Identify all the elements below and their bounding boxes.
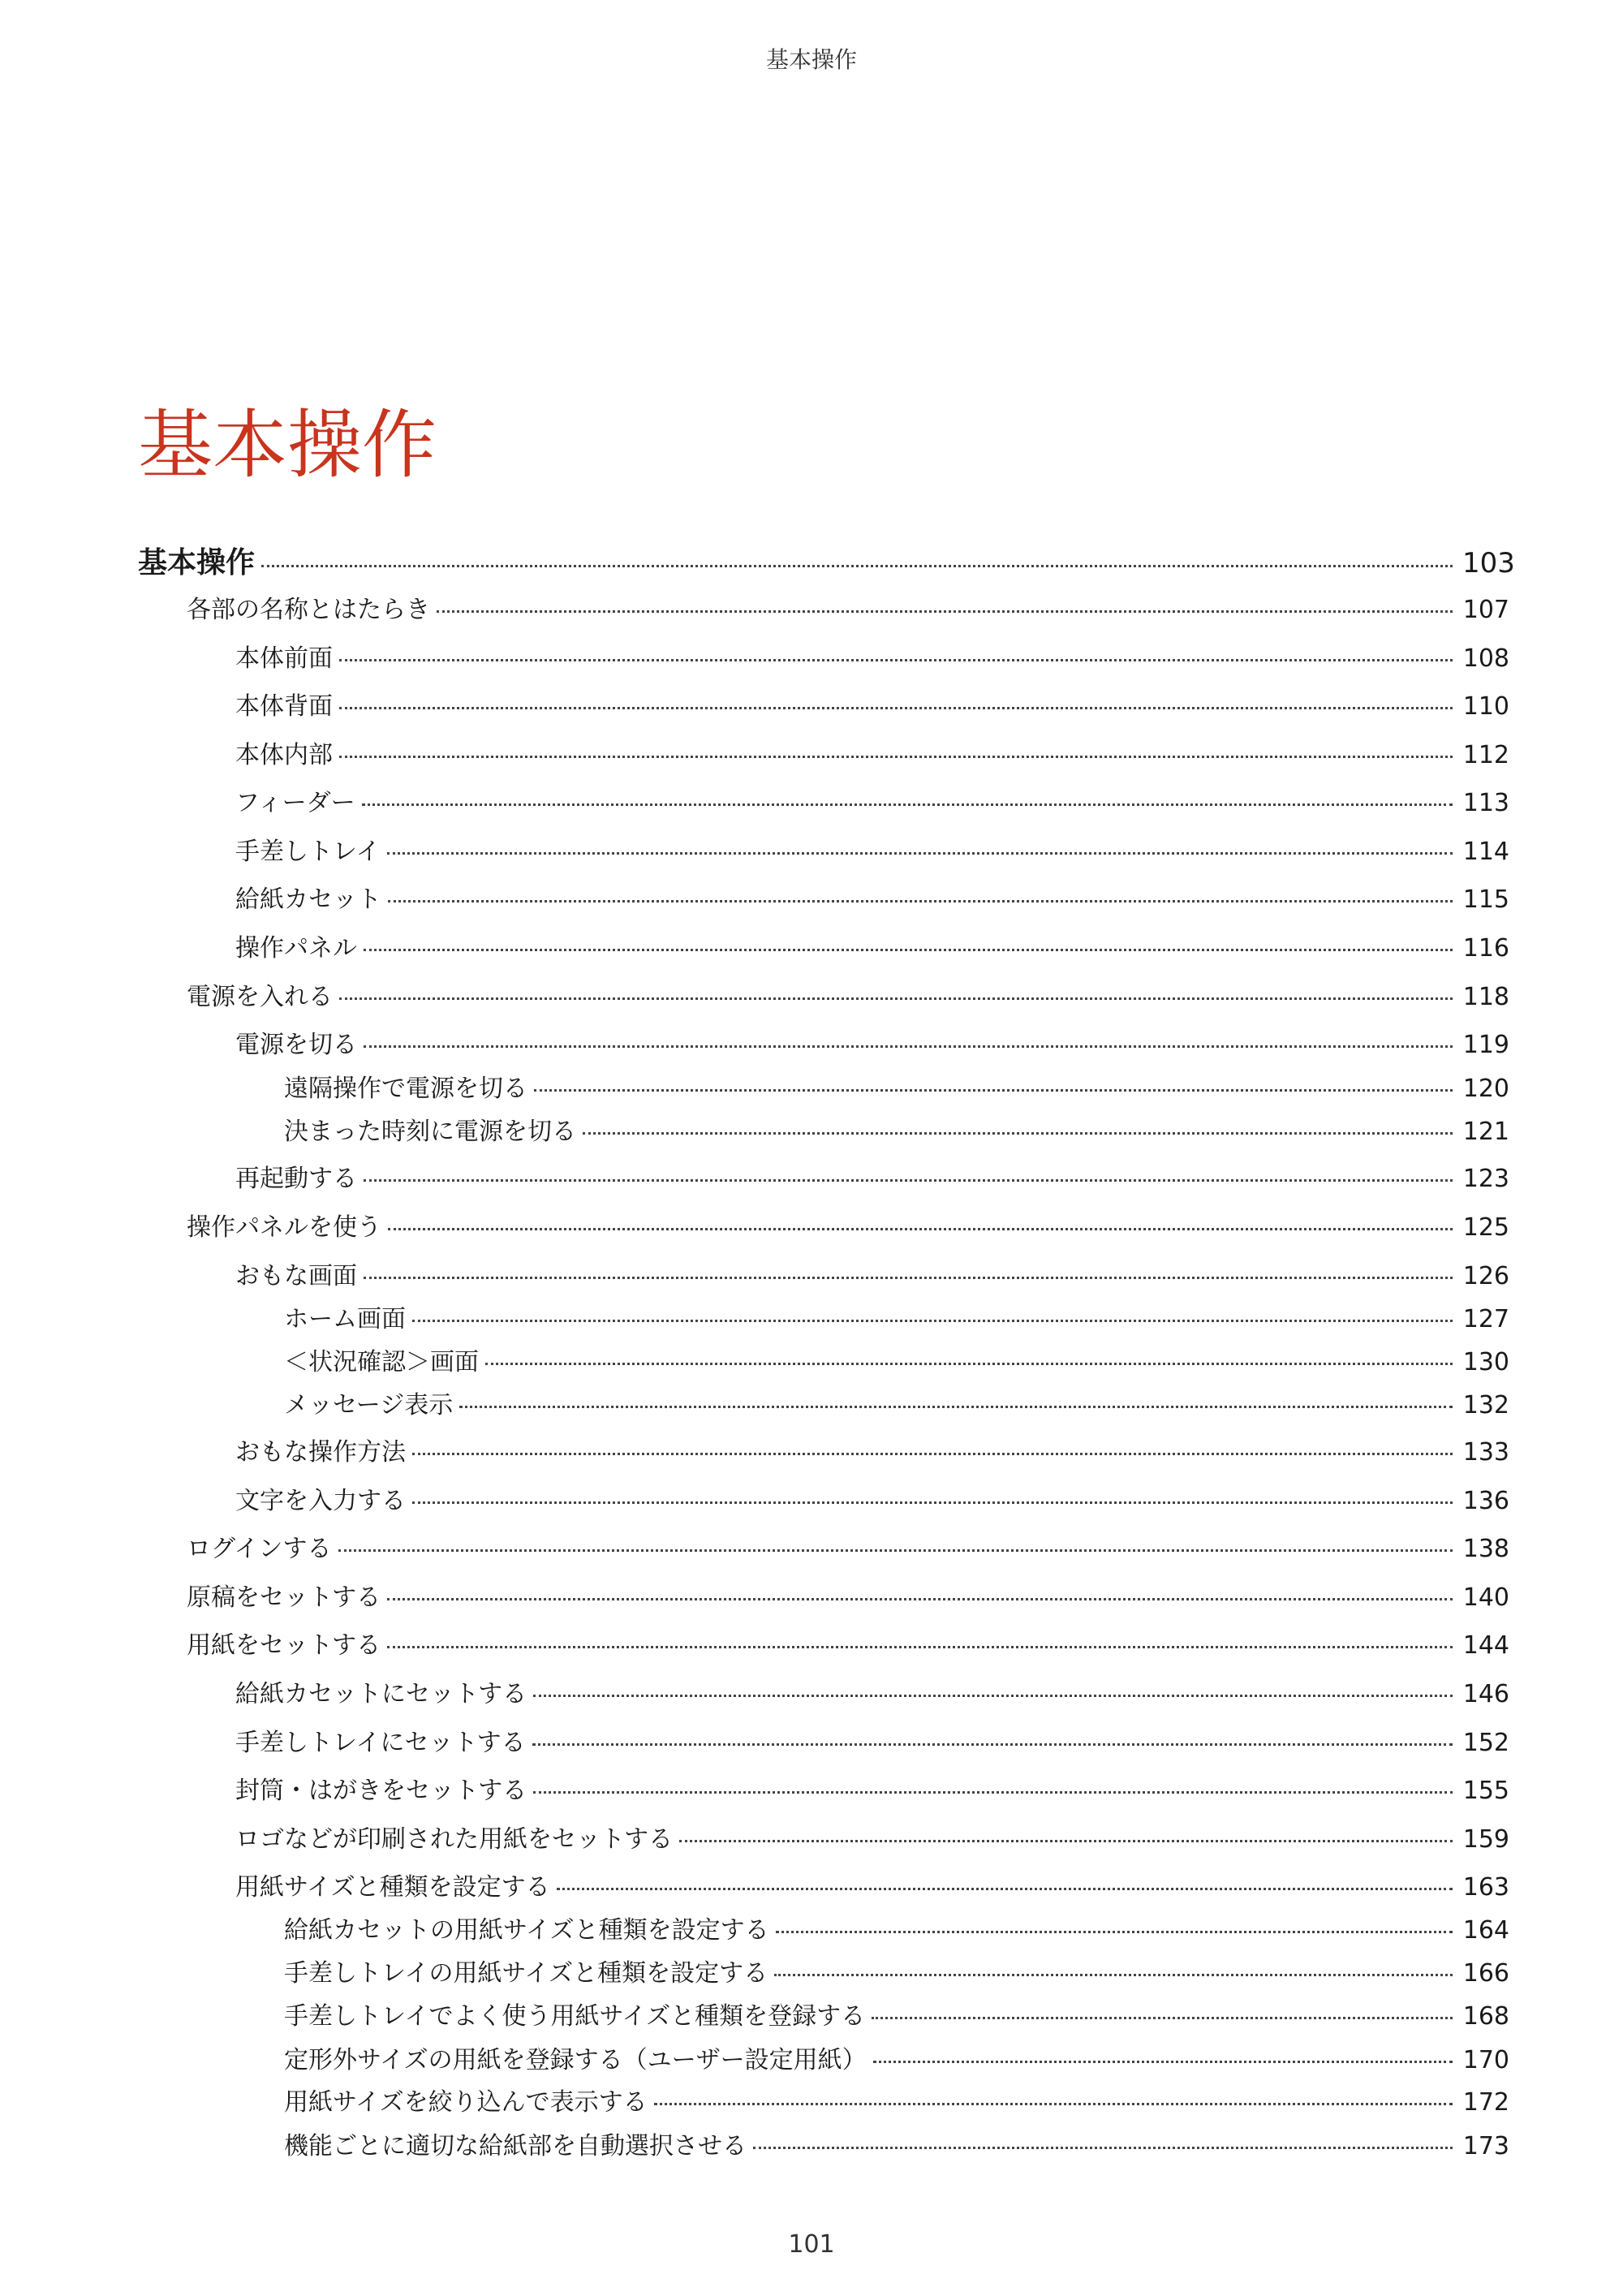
toc-entry-page: 115 (1462, 885, 1509, 914)
toc-entry[interactable] (235, 644, 1509, 674)
toc-entry-label: 給紙カセット (235, 885, 381, 914)
toc-entry-page: 119 (1462, 1031, 1509, 1059)
toc-entry[interactable] (187, 1583, 1509, 1613)
dot-leader (533, 1695, 1453, 1697)
toc-entry-label: 機能ごとに適切な給紙部を自動選択させる (284, 2132, 747, 2160)
dot-leader (872, 2017, 1453, 2019)
toc-entry-label: 給紙カセットにセットする (235, 1680, 527, 1708)
dot-leader (776, 1931, 1453, 1933)
toc-entry-label: 本体背面 (235, 692, 333, 721)
dot-leader (679, 1840, 1453, 1842)
dot-leader (339, 659, 1453, 661)
toc-entry-label: 文字を入力する (235, 1487, 406, 1515)
toc-entry-label: ロゴなどが印刷された用紙をセットする (235, 1825, 674, 1854)
dot-leader (387, 1598, 1453, 1600)
toc-entry-label: 手差しトレイの用紙サイズと種類を設定する (284, 1959, 768, 1988)
toc-entry-label: 決まった時刻に電源を切る (284, 1118, 576, 1146)
dot-leader (774, 1974, 1453, 1976)
toc-entry[interactable] (284, 2046, 1509, 2075)
dot-leader (364, 1277, 1453, 1279)
dot-leader (412, 1453, 1453, 1455)
dot-leader (532, 1743, 1453, 1746)
toc-entry[interactable] (235, 1165, 1509, 1194)
toc-entry-label: 操作パネル (235, 934, 357, 963)
toc-entry[interactable] (235, 1031, 1509, 1060)
toc-entry[interactable] (235, 934, 1509, 963)
dot-leader (412, 1320, 1453, 1322)
dot-leader (339, 756, 1453, 758)
toc-entry-page: 172 (1462, 2088, 1509, 2117)
toc-entry[interactable] (284, 1075, 1509, 1104)
dot-leader (387, 852, 1453, 855)
dot-leader (388, 900, 1453, 902)
toc-entry-label: 電源を切る (235, 1031, 357, 1059)
toc-entry-label: 封筒・はがきをセットする (235, 1777, 527, 1805)
toc-entry[interactable] (284, 1916, 1509, 1945)
page-number: 101 (788, 2230, 835, 2259)
dot-leader (387, 1646, 1453, 1648)
toc-entry-label: 本体前面 (235, 644, 333, 673)
running-header: 基本操作 (765, 46, 857, 73)
toc-entry[interactable] (187, 596, 1509, 625)
toc-entry-label: おもな画面 (235, 1262, 357, 1290)
toc-entry[interactable] (187, 1631, 1509, 1661)
toc-entry-page: 140 (1462, 1583, 1509, 1612)
toc-entry-page: 132 (1462, 1391, 1509, 1419)
toc-entry-label: おもな操作方法 (235, 1438, 406, 1467)
toc-entry-page: 168 (1462, 2002, 1509, 2031)
dot-leader (557, 1888, 1453, 1890)
toc-entry-page: 163 (1462, 1873, 1509, 1902)
toc-entry[interactable] (235, 1680, 1509, 1709)
toc-entry-page: 159 (1462, 1825, 1509, 1854)
toc-entry-label: 用紙サイズと種類を設定する (235, 1873, 550, 1902)
dot-leader (338, 1549, 1453, 1552)
toc-entry-label: フィーダー (235, 789, 355, 817)
toc-entry-page: 152 (1462, 1729, 1509, 1757)
toc-entry[interactable] (284, 1391, 1509, 1420)
toc-entry-label: 基本操作 (138, 546, 256, 579)
toc-entry[interactable] (235, 838, 1509, 867)
toc-entry-label: 給紙カセットの用紙サイズと種類を設定する (284, 1916, 769, 1945)
toc-entry[interactable] (235, 789, 1509, 818)
toc-entry-page: 133 (1462, 1438, 1509, 1467)
toc-entry[interactable] (284, 2002, 1509, 2031)
dot-leader (339, 707, 1453, 709)
dot-leader (364, 949, 1453, 951)
toc-entry-page: 120 (1462, 1075, 1509, 1103)
toc-entry-label: 原稿をセットする (187, 1583, 381, 1612)
toc-entry-page: 107 (1462, 596, 1509, 624)
toc-entry-page: 166 (1462, 1959, 1509, 1988)
toc-entry[interactable] (235, 1777, 1509, 1806)
toc-entry[interactable] (284, 1959, 1509, 1988)
toc-entry-page: 108 (1462, 644, 1509, 673)
dot-leader (534, 1089, 1453, 1092)
toc-entry[interactable] (138, 545, 1515, 580)
toc-entry-page: 146 (1462, 1680, 1509, 1708)
toc-entry-page: 116 (1462, 934, 1509, 963)
toc-entry-page: 155 (1462, 1777, 1509, 1805)
toc-entry[interactable] (284, 1118, 1509, 1147)
toc-entry-label: 用紙サイズを絞り込んで表示する (284, 2088, 648, 2117)
toc-entry-page: 170 (1462, 2046, 1509, 2074)
toc-entry-page: 127 (1462, 1305, 1509, 1333)
toc-entry[interactable] (284, 2132, 1509, 2161)
dot-leader (654, 2103, 1453, 2105)
toc-entry-page: 130 (1462, 1348, 1509, 1376)
toc-entry-label: 電源を入れる (187, 983, 333, 1011)
toc-entry-label: ログインする (187, 1535, 332, 1563)
toc-entry[interactable] (235, 692, 1509, 722)
toc-entry-page: 118 (1462, 983, 1509, 1011)
toc-entry-page: 164 (1462, 1916, 1509, 1945)
toc-entry-page: 113 (1462, 789, 1509, 817)
toc-entry-page: 138 (1462, 1535, 1509, 1563)
dot-leader (437, 610, 1453, 613)
toc-entry-page: 114 (1462, 838, 1509, 866)
toc-entry[interactable] (187, 1535, 1509, 1564)
toc-entry-label: 手差しトレイ (235, 838, 381, 866)
toc-entry-page: 110 (1462, 692, 1509, 721)
toc-entry-page: 126 (1462, 1262, 1509, 1290)
toc-entry-label: 定形外サイズの用紙を登録する（ユーザー設定用紙） (284, 2046, 867, 2074)
dot-leader (339, 997, 1453, 1000)
toc-entry-page: 144 (1462, 1631, 1509, 1660)
dot-leader (362, 803, 1453, 806)
dot-leader (533, 1791, 1453, 1794)
toc-entry[interactable] (235, 885, 1509, 915)
chapter-title: 基本操作 (138, 402, 437, 489)
dot-leader (261, 565, 1453, 567)
toc-entry[interactable] (235, 1438, 1509, 1467)
toc-entry-page: 123 (1462, 1165, 1509, 1193)
toc-entry-label: 本体内部 (235, 741, 333, 769)
toc-entry[interactable] (187, 1213, 1509, 1243)
toc-entry[interactable] (235, 1873, 1509, 1902)
toc-entry-label: 各部の名称とはたらき (187, 596, 430, 624)
toc-entry-label: 再起動する (235, 1165, 357, 1193)
dot-leader (388, 1228, 1453, 1230)
toc-entry-label: 用紙をセットする (187, 1631, 381, 1660)
dot-leader (364, 1045, 1453, 1048)
toc-entry[interactable] (235, 1487, 1509, 1516)
dot-leader (753, 2147, 1453, 2149)
toc-entry-page: 125 (1462, 1213, 1509, 1242)
dot-leader (459, 1406, 1453, 1408)
toc-entry-label: メッセージ表示 (284, 1391, 454, 1419)
dot-leader (485, 1363, 1453, 1365)
dot-leader (583, 1132, 1453, 1135)
toc-entry-page: 136 (1462, 1487, 1509, 1515)
toc-entry-label: ＜状況確認＞画面 (284, 1348, 479, 1376)
toc-entry[interactable] (235, 1729, 1509, 1758)
toc-entry-label: 遠隔操作で電源を切る (284, 1075, 527, 1103)
toc-entry[interactable] (187, 983, 1509, 1012)
dot-leader (412, 1501, 1453, 1504)
toc-entry[interactable] (284, 1305, 1509, 1334)
toc-entry-page: 112 (1462, 741, 1509, 769)
toc-entry[interactable] (235, 1262, 1509, 1291)
dot-leader (364, 1179, 1453, 1182)
toc-entry[interactable] (235, 741, 1509, 770)
toc-entry-label: 手差しトレイでよく使う用紙サイズと種類を登録する (284, 2002, 866, 2031)
toc-entry-label: 操作パネルを使う (187, 1213, 381, 1242)
toc-entry[interactable] (235, 1825, 1509, 1854)
toc-entry[interactable] (284, 1348, 1509, 1377)
toc-entry-page: 103 (1462, 547, 1515, 579)
toc-entry-label: ホーム画面 (284, 1305, 406, 1333)
toc-entry[interactable] (284, 2088, 1509, 2117)
dot-leader (873, 2061, 1453, 2063)
toc-entry-label: 手差しトレイにセットする (235, 1729, 526, 1757)
toc-entry-page: 121 (1462, 1118, 1509, 1146)
toc-entry-page: 173 (1462, 2132, 1509, 2160)
